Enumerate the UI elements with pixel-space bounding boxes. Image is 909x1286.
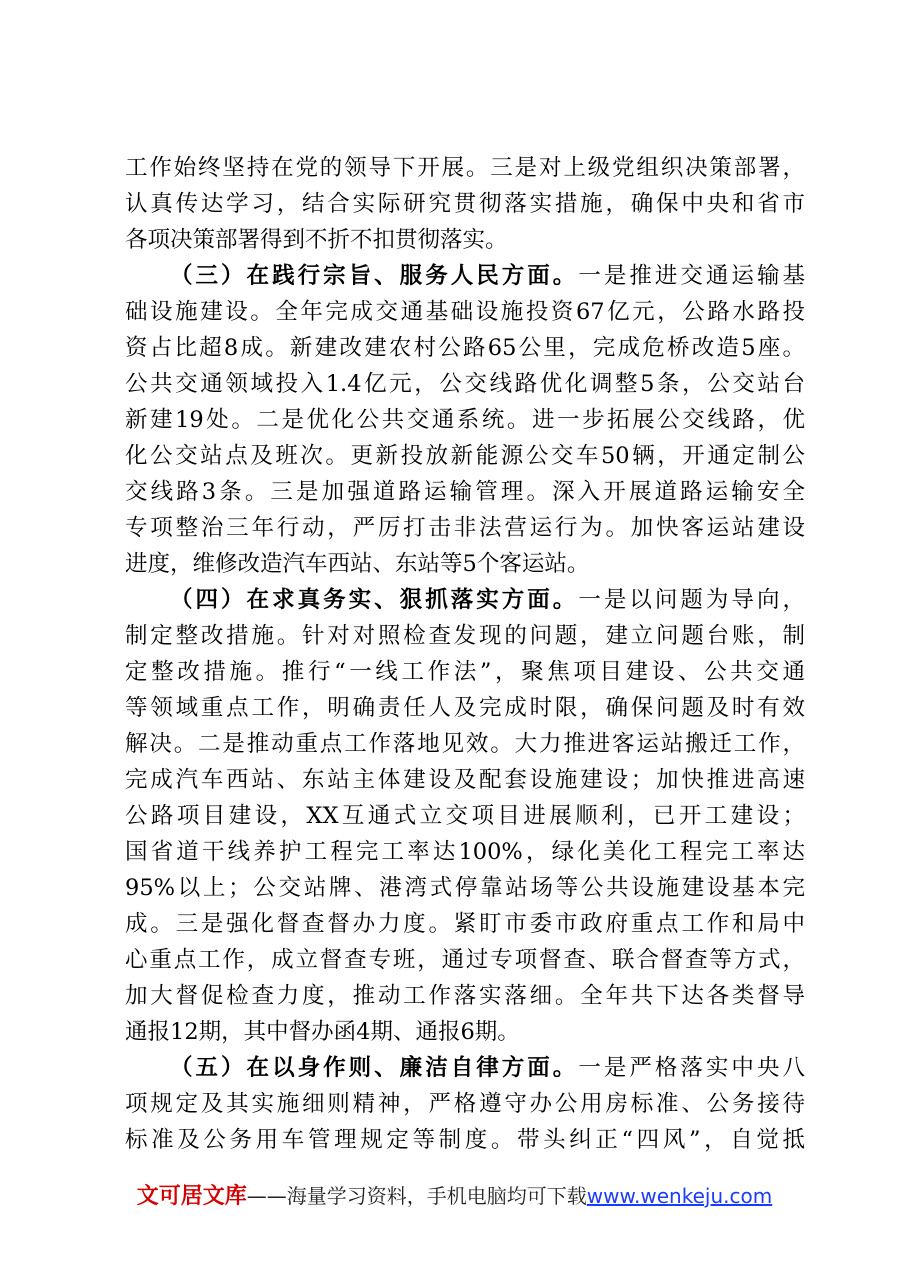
paragraph-line: 交线路3条。三是加强道路运输管理。深入开展道路运输安全 [125, 479, 805, 505]
paragraph-line-tail: 严格落实中央八 [629, 1055, 805, 1081]
paragraph-line-tail: 以问题为导向， [629, 587, 805, 613]
footer-brand: 文可居文库 [136, 1184, 247, 1209]
section-four-first-line [170, 582, 805, 618]
section-five-lead: 一是 [578, 1055, 630, 1081]
paragraph-line: 化公交站点及班次。更新投放新能源公交车50辆，开通定制公 [125, 443, 805, 469]
paragraph-line: 础设施建设。全年完成交通基础设施投资67亿元，公路水路投 [125, 299, 805, 325]
paragraph-line: 心重点工作，成立督查专班，通过专项督查、联合督查等方式， [125, 947, 805, 973]
paragraph-line: 新建19处。二是优化公共交通系统。进一步拓展公交线路，优 [125, 407, 805, 433]
paragraph-line: 进度，维修改造汽车西站、东站等5个客运站。 [125, 551, 590, 577]
paragraph-line: 加大督促检查力度，推动工作落实落细。全年共下达各类督导 [125, 983, 805, 1009]
paragraph-line: 项规定及其实施细则精神，严格遵守办公用房标准、公务接待 [125, 1091, 805, 1117]
paragraph-line: 国省道干线养护工程完工率达100%，绿化美化工程完工率达 [125, 839, 805, 865]
section-four-lead: 一是 [578, 587, 630, 613]
paragraph-line-tail: 交通运输基 [680, 263, 805, 289]
section-three-heading: （三）在践行宗旨、服务人民方面。 [170, 263, 579, 289]
paragraph-line: 资占比超8成。新建改建农村公路65公里，完成危桥改造5座。 [125, 335, 805, 361]
paragraph-line: 完成汽车西站、东站主体建设及配套设施建设；加快推进高速 [125, 767, 805, 793]
paragraph-line: 各项决策部署得到不折不扣贯彻落实。 [125, 227, 508, 253]
section-three-lead: 一是推进 [578, 263, 681, 289]
paragraph-line: 成。三是强化督查督办力度。紧盯市委市政府重点工作和局中 [125, 911, 805, 937]
paragraph-line: 工作始终坚持在党的领导下开展。三是对上级党组织决策部署， [125, 155, 805, 181]
paragraph-line: 解决。二是推动重点工作落地见效。大力推进客运站搬迁工作， [125, 731, 805, 757]
paragraph-line: 95%以上；公交站牌、港湾式停靠站场等公共设施建设基本完 [125, 875, 805, 901]
paragraph-line: 定整改措施。推行“一线工作法”，聚焦项目建设、公共交通 [125, 659, 805, 685]
paragraph-line: 标准及公务用车管理规定等制度。带头纠正“四风”，自觉抵 [125, 1127, 805, 1153]
paragraph-line: 认真传达学习，结合实际研究贯彻落实措施，确保中央和省市 [125, 191, 805, 217]
section-five-first-line [170, 1050, 805, 1086]
paragraph-line: 通报12期，其中督办函4期、通报6期。 [125, 1019, 520, 1045]
footer-banner [0, 1180, 909, 1213]
paragraph-line: 制定整改措施。针对对照检查发现的问题，建立问题台账，制 [125, 623, 805, 649]
section-five-heading: （五）在以身作则、廉洁自律方面。 [170, 1055, 579, 1081]
section-three-first-line [170, 258, 805, 294]
paragraph-line: 等领域重点工作，明确责任人及完成时限，确保问题及时有效 [125, 695, 805, 721]
footer-tagline: ——海量学习资料，手机电脑均可下载 [246, 1184, 587, 1208]
paragraph-line: 公路项目建设，XX互通式立交项目进展顺利，已开工建设； [125, 803, 805, 829]
paragraph-line: 公共交通领域投入1.4亿元，公交线路优化调整5条，公交站台 [125, 371, 805, 397]
footer-url-link[interactable]: www.wenkeju.com [586, 1184, 773, 1208]
paragraph-line: 专项整治三年行动，严厉打击非法营运行为。加快客运站建设 [125, 515, 805, 541]
section-four-heading: （四）在求真务实、狠抓落实方面。 [170, 587, 579, 613]
